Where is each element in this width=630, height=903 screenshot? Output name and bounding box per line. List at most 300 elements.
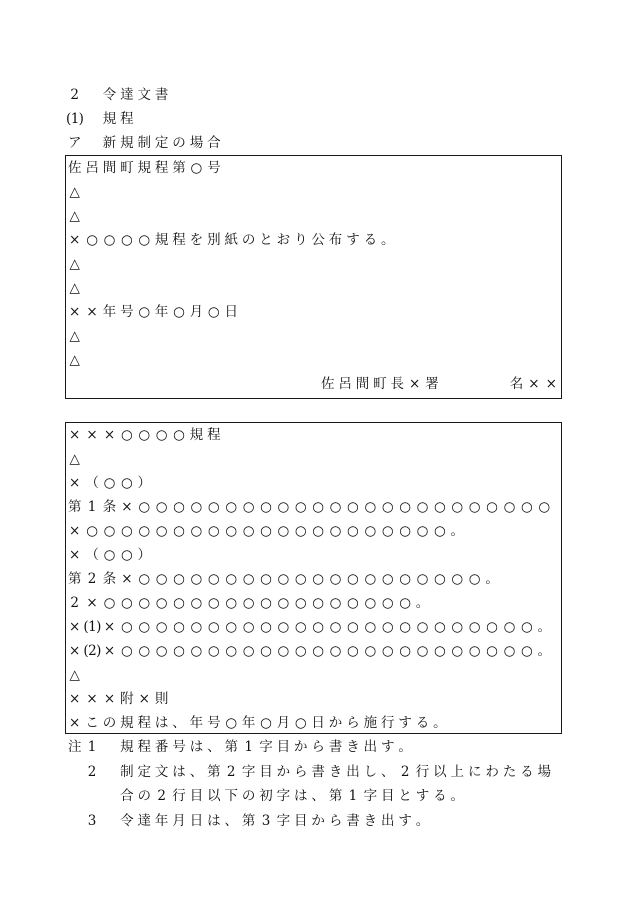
glyph-cell: 号 xyxy=(120,304,134,320)
case-marker xyxy=(66,131,83,155)
glyph-cell: 1 xyxy=(87,499,97,515)
glyph-cell: ○ xyxy=(103,595,116,611)
glyph-cell: 、 xyxy=(311,788,325,804)
subsection-number xyxy=(66,107,83,131)
glyph-cell: 番 xyxy=(154,739,169,755)
promulgation-statement xyxy=(66,228,396,252)
glyph-cell: ○ xyxy=(207,304,220,320)
article-2-row xyxy=(66,567,561,591)
glyph-cell: （ xyxy=(85,547,99,563)
glyph-cell: 佐 xyxy=(320,376,335,392)
glyph-cell: ○ xyxy=(155,499,168,515)
glyph-cell: こ xyxy=(85,715,99,731)
article-1-row xyxy=(66,495,561,519)
glyph-cell: 日 xyxy=(224,304,238,320)
article-caption xyxy=(66,471,153,495)
glyph-cell: は xyxy=(294,788,308,804)
glyph-cell: 行 xyxy=(415,763,430,780)
glyph-cell: ○ xyxy=(138,595,151,611)
glyph-cell: 年 xyxy=(154,304,169,320)
glyph-cell: ） xyxy=(137,475,151,491)
glyph-cell: 、 xyxy=(172,715,186,731)
glyph-cell: ○ xyxy=(451,619,464,635)
glyph-cell: ○ xyxy=(190,595,203,611)
glyph-cell: ○ xyxy=(207,499,220,515)
glyph-cell: ○ xyxy=(468,643,481,659)
glyph-cell: 。 xyxy=(537,643,551,659)
glyph-cell: △ xyxy=(69,184,80,200)
glyph-cell: る xyxy=(363,232,378,248)
glyph-cell: ○ xyxy=(381,595,394,611)
glyph-cell: ○ xyxy=(312,571,325,587)
glyph-cell: き xyxy=(363,812,378,829)
subsection-title xyxy=(101,107,136,131)
glyph-cell: ○ xyxy=(173,523,185,539)
heading-block xyxy=(66,83,566,155)
glyph-cell: ○ xyxy=(312,643,325,659)
glyph-cell: × xyxy=(103,619,116,635)
glyph-cell: 注 xyxy=(67,739,82,755)
glyph-cell: 、 xyxy=(224,812,238,829)
effective-date-row xyxy=(66,711,561,735)
glyph-cell: 第 xyxy=(172,160,186,176)
glyph-cell: ） xyxy=(137,547,151,563)
glyph-cell: 署 xyxy=(425,376,439,392)
glyph-cell: 程 xyxy=(154,160,169,176)
glyph-cell: ○ xyxy=(312,499,325,515)
glyph-cell: × xyxy=(69,232,81,248)
glyph-cell: ○ xyxy=(416,571,429,587)
regulation-number xyxy=(66,156,223,180)
glyph-cell: 制 xyxy=(120,763,134,780)
glyph-cell: 施 xyxy=(363,715,378,731)
glyph-cell: ○ xyxy=(260,523,272,539)
glyph-cell: ○ xyxy=(520,643,533,659)
glyph-cell: 文 xyxy=(137,87,152,103)
glyph-cell: 字 xyxy=(259,739,273,755)
glyph-cell: ○ xyxy=(120,547,133,563)
glyph-cell: ○ xyxy=(260,619,272,635)
glyph-cell: ○ xyxy=(329,499,342,515)
glyph-cell: 文 xyxy=(154,763,169,780)
glyph-cell: ○ xyxy=(347,595,359,611)
glyph-cell: 。 xyxy=(537,619,551,635)
regulation-form-box xyxy=(65,422,562,734)
glyph-cell: 第 xyxy=(67,571,82,587)
item-2 xyxy=(66,639,553,663)
glyph-cell: × xyxy=(69,619,81,635)
glyph-cell: ○ xyxy=(173,571,185,587)
glyph-cell: ○ xyxy=(294,523,307,539)
glyph-cell: 程 xyxy=(172,232,186,248)
glyph-cell: ○ xyxy=(468,571,481,587)
glyph-cell: ○ xyxy=(381,523,394,539)
glyph-cell: 号 xyxy=(207,160,221,176)
glyph-cell: 紙 xyxy=(224,232,238,248)
glyph-cell: 字 xyxy=(276,812,291,829)
blank-marker-row xyxy=(66,663,561,687)
glyph-cell: 。 xyxy=(450,523,465,539)
glyph-cell: ○ xyxy=(173,595,185,611)
glyph-cell: 合 xyxy=(207,135,221,151)
glyph-cell: △ xyxy=(69,667,80,683)
glyph-cell: 目 xyxy=(294,812,308,829)
glyph-cell: 条 xyxy=(102,571,117,587)
glyph-cell: × xyxy=(69,304,81,320)
glyph-cell: 達 xyxy=(137,812,152,829)
glyph-cell: ○ xyxy=(312,595,325,611)
glyph-cell: の xyxy=(137,788,152,804)
glyph-cell: 年 xyxy=(189,715,204,731)
glyph-cell: 規 xyxy=(120,715,134,731)
glyph-cell: ○ xyxy=(120,619,133,635)
glyph-cell: ○ xyxy=(364,595,377,611)
glyph-cell: ○ xyxy=(155,643,168,659)
glyph-cell: ○ xyxy=(103,475,116,491)
glyph-cell: ら xyxy=(311,739,325,755)
glyph-cell: た xyxy=(502,763,517,780)
glyph-cell: ○ xyxy=(486,499,498,515)
glyph-cell: わ xyxy=(485,763,499,780)
glyph-cell: ○ xyxy=(434,571,446,587)
glyph-cell: × xyxy=(69,547,81,563)
glyph-cell: ○ xyxy=(329,523,342,539)
glyph-cell: ○ xyxy=(347,523,359,539)
glyph-cell: ら xyxy=(294,763,308,780)
glyph-cell: ○ xyxy=(329,619,342,635)
case-title xyxy=(101,131,223,155)
article-caption-row xyxy=(66,543,561,567)
glyph-cell: 町 xyxy=(120,160,134,176)
glyph-cell: の xyxy=(102,715,117,731)
blank-marker xyxy=(66,348,83,372)
glyph-cell: ○ xyxy=(451,643,464,659)
glyph-cell: ○ xyxy=(260,595,272,611)
note-2-continued xyxy=(66,784,566,809)
glyph-cell: ○ xyxy=(207,643,220,659)
glyph-cell: 間 xyxy=(355,376,370,392)
glyph-cell: ○ xyxy=(138,232,151,248)
glyph-cell: 目 xyxy=(189,788,204,804)
glyph-cell: ○ xyxy=(242,619,255,635)
glyph-cell: ○ xyxy=(329,595,342,611)
glyph-cell: 規 xyxy=(102,111,117,127)
glyph-cell: ○ xyxy=(173,427,185,443)
glyph-cell: ○ xyxy=(416,643,429,659)
glyph-cell: ○ xyxy=(277,619,290,635)
note-label xyxy=(66,760,101,785)
glyph-cell: る xyxy=(415,715,430,731)
glyph-cell: 目 xyxy=(259,763,273,780)
glyph-cell: ○ xyxy=(538,499,551,515)
glyph-cell: 場 xyxy=(189,135,204,151)
glyph-cell: ○ xyxy=(207,619,220,635)
glyph-cell: の xyxy=(241,232,256,248)
glyph-cell: (1) xyxy=(66,111,84,127)
glyph-cell: ○ xyxy=(155,427,168,443)
glyph-cell: ○ xyxy=(86,232,98,248)
glyph-cell: ○ xyxy=(486,643,498,659)
glyph-cell: 字 xyxy=(241,763,256,780)
glyph-cell: り xyxy=(294,232,308,248)
glyph-cell: 程 xyxy=(207,427,221,443)
glyph-cell: ○ xyxy=(155,619,168,635)
glyph-cell: ○ xyxy=(434,499,446,515)
glyph-cell: △ xyxy=(69,280,80,296)
glyph-cell: × xyxy=(121,571,133,587)
glyph-cell: は xyxy=(189,739,204,755)
glyph-cell: 第 xyxy=(241,812,256,829)
glyph-cell: ○ xyxy=(503,499,516,515)
glyph-cell: ○ xyxy=(468,619,481,635)
glyph-cell: ○ xyxy=(294,499,307,515)
glyph-cell: ○ xyxy=(242,499,255,515)
glyph-cell: 号 xyxy=(207,715,221,731)
glyph-cell: ○ xyxy=(486,619,498,635)
glyph-cell: 2 xyxy=(87,571,97,587)
glyph-cell: ○ xyxy=(294,571,307,587)
article-1-continued xyxy=(66,519,466,543)
glyph-cell: ○ xyxy=(86,523,98,539)
glyph-cell: 1 xyxy=(87,739,97,755)
glyph-cell: を xyxy=(189,232,204,248)
glyph-cell: る xyxy=(520,763,534,780)
glyph-cell: 第 xyxy=(328,788,343,804)
glyph-cell: 定 xyxy=(154,135,169,151)
glyph-cell: ○ xyxy=(173,304,185,320)
glyph-cell: 公 xyxy=(311,232,325,248)
glyph-cell: 目 xyxy=(380,788,395,804)
glyph-cell: (2) xyxy=(83,643,101,659)
case-heading xyxy=(66,131,566,155)
glyph-cell: × xyxy=(69,475,81,491)
glyph-cell: ○ xyxy=(155,571,168,587)
glyph-cell: 。 xyxy=(398,739,412,755)
glyph-cell: ○ xyxy=(451,571,464,587)
blank-marker xyxy=(66,252,83,276)
glyph-cell: 。 xyxy=(433,715,447,731)
glyph-cell: 、 xyxy=(380,763,395,780)
glyph-cell: 月 xyxy=(276,715,291,731)
glyph-cell: ○ xyxy=(173,499,185,515)
glyph-cell: ○ xyxy=(173,643,185,659)
glyph-cell: き xyxy=(328,763,343,780)
glyph-cell: と xyxy=(398,788,412,804)
glyph-cell: 日 xyxy=(189,812,204,829)
glyph-cell: 行 xyxy=(380,715,395,731)
glyph-cell: 3 xyxy=(87,812,97,829)
blank-marker xyxy=(66,324,83,348)
glyph-cell: 附 xyxy=(120,691,134,707)
glyph-cell: ○ xyxy=(277,571,290,587)
blank-marker-row xyxy=(66,447,561,471)
glyph-cell: 行 xyxy=(172,788,186,804)
glyph-cell: 間 xyxy=(102,160,117,176)
glyph-cell: ○ xyxy=(120,475,133,491)
glyph-cell: × xyxy=(103,643,116,659)
glyph-cell: す xyxy=(398,715,412,731)
glyph-cell: 書 xyxy=(311,763,325,780)
glyph-cell: 。 xyxy=(485,571,499,587)
glyph-cell: 以 xyxy=(207,788,221,804)
blank-marker-row xyxy=(66,348,561,372)
article-1 xyxy=(66,495,553,519)
glyph-cell: × xyxy=(86,691,98,707)
glyph-cell: 号 xyxy=(172,739,186,755)
glyph-cell: × xyxy=(545,376,557,392)
glyph-cell: 規 xyxy=(120,739,134,755)
glyph-cell: ○ xyxy=(138,304,151,320)
glyph-cell: ○ xyxy=(399,499,411,515)
glyph-cell: （ xyxy=(85,475,99,491)
glyph-cell: ○ xyxy=(242,523,255,539)
glyph-cell: ○ xyxy=(138,643,151,659)
glyph-cell: 。 xyxy=(415,812,430,829)
glyph-cell: か xyxy=(276,763,291,780)
glyph-cell: 出 xyxy=(346,763,360,780)
note-2 xyxy=(66,760,566,785)
glyph-cell: △ xyxy=(69,256,80,272)
glyph-cell: × xyxy=(408,376,421,392)
glyph-cell: ○ xyxy=(294,595,307,611)
glyph-cell: 程 xyxy=(137,739,152,755)
glyph-cell: 第 xyxy=(224,739,238,755)
glyph-cell: ○ xyxy=(103,232,116,248)
glyph-cell: ○ xyxy=(364,571,377,587)
glyph-cell: × xyxy=(69,715,81,731)
glyph-cell: 日 xyxy=(311,715,325,731)
glyph-cell: ○ xyxy=(364,499,377,515)
glyph-cell: △ xyxy=(69,328,80,344)
effective-date-provision xyxy=(66,711,449,735)
glyph-cell: 規 xyxy=(189,427,204,443)
glyph-cell: 規 xyxy=(120,135,134,151)
supplementary-provisions-heading xyxy=(66,687,170,711)
glyph-cell: △ xyxy=(69,208,80,224)
glyph-cell: △ xyxy=(69,451,80,467)
glyph-cell: × xyxy=(121,499,133,515)
glyph-cell: ○ xyxy=(190,499,203,515)
glyph-cell: 2 xyxy=(226,763,236,780)
glyph-cell: ○ xyxy=(347,499,359,515)
notes-block xyxy=(66,735,566,833)
item-1-row xyxy=(66,615,561,639)
glyph-cell: 、 xyxy=(189,763,204,780)
glyph-cell: ○ xyxy=(520,619,533,635)
glyph-cell: ○ xyxy=(138,523,151,539)
glyph-cell: × xyxy=(528,376,540,392)
glyph-cell: ○ xyxy=(225,523,238,539)
blank-marker xyxy=(66,447,83,471)
glyph-cell: 上 xyxy=(450,763,465,780)
glyph-cell: 則 xyxy=(154,691,169,707)
regulation-title-row xyxy=(66,423,561,447)
glyph-cell: 規 xyxy=(137,160,151,176)
glyph-cell: ア xyxy=(67,135,82,151)
glyph-cell: ○ xyxy=(120,643,133,659)
glyph-cell: は xyxy=(172,763,186,780)
glyph-cell: 。 xyxy=(380,232,395,248)
glyph-cell: ○ xyxy=(312,619,325,635)
glyph-cell: ○ xyxy=(364,523,377,539)
glyph-cell: 布 xyxy=(328,232,343,248)
blank-marker xyxy=(66,180,83,204)
blank-marker-row xyxy=(66,276,561,300)
glyph-cell: × xyxy=(103,691,116,707)
glyph-cell: ○ xyxy=(120,523,133,539)
glyph-cell: 呂 xyxy=(85,160,99,176)
glyph-cell: ○ xyxy=(329,643,342,659)
glyph-cell: ○ xyxy=(434,619,446,635)
glyph-cell: ○ xyxy=(381,643,394,659)
glyph-cell: ○ xyxy=(381,571,394,587)
glyph-cell: 。 xyxy=(415,595,430,611)
glyph-cell: 年 xyxy=(154,812,169,829)
glyph-cell: ○ xyxy=(260,499,272,515)
glyph-cell: ○ xyxy=(103,523,116,539)
promulgation-date xyxy=(66,300,240,324)
glyph-cell: ○ xyxy=(155,595,168,611)
note-label xyxy=(66,735,101,760)
section-title xyxy=(101,83,171,107)
glyph-cell: ○ xyxy=(503,643,516,659)
glyph-cell: ○ xyxy=(190,643,203,659)
glyph-cell: 令 xyxy=(120,812,134,829)
glyph-cell: ○ xyxy=(225,499,238,515)
glyph-cell: ○ xyxy=(207,595,220,611)
note-text-continued xyxy=(118,784,466,809)
glyph-cell: ○ xyxy=(451,499,464,515)
glyph-cell: 初 xyxy=(259,788,273,804)
glyph-cell: ○ xyxy=(277,595,290,611)
glyph-cell: 、 xyxy=(207,739,221,755)
glyph-cell: ○ xyxy=(399,643,411,659)
glyph-cell: ○ xyxy=(364,643,377,659)
glyph-cell: ○ xyxy=(347,571,359,587)
glyph-cell: ○ xyxy=(416,499,429,515)
supplementary-provisions-row xyxy=(66,687,561,711)
article-2 xyxy=(66,567,501,591)
glyph-cell: ○ xyxy=(294,715,307,731)
glyph-cell: 規 xyxy=(154,232,169,248)
signature-row xyxy=(66,372,561,396)
glyph-cell: は xyxy=(207,812,221,829)
glyph-cell: ○ xyxy=(399,523,411,539)
glyph-cell: 出 xyxy=(380,812,395,829)
glyph-cell: 長 xyxy=(390,376,404,392)
glyph-cell: ら xyxy=(328,812,343,829)
glyph-cell: (1) xyxy=(83,619,101,635)
glyph-cell: ○ xyxy=(416,523,429,539)
glyph-cell: ○ xyxy=(277,643,290,659)
glyph-cell: す xyxy=(415,788,430,804)
glyph-cell: 町 xyxy=(373,376,387,392)
glyph-cell: ○ xyxy=(190,619,203,635)
signature-title xyxy=(319,372,441,396)
glyph-cell: 新 xyxy=(102,135,117,151)
blank-marker-row xyxy=(66,180,561,204)
glyph-cell: ○ xyxy=(242,595,255,611)
glyph-cell: は xyxy=(154,715,169,731)
glyph-cell: × xyxy=(69,427,81,443)
glyph-cell: ○ xyxy=(138,427,151,443)
glyph-cell: と xyxy=(259,232,273,248)
glyph-cell: か xyxy=(294,739,308,755)
glyph-cell: 書 xyxy=(328,739,343,755)
glyph-cell: ○ xyxy=(225,595,238,611)
glyph-cell: 3 xyxy=(261,812,271,829)
glyph-cell: × xyxy=(69,523,81,539)
